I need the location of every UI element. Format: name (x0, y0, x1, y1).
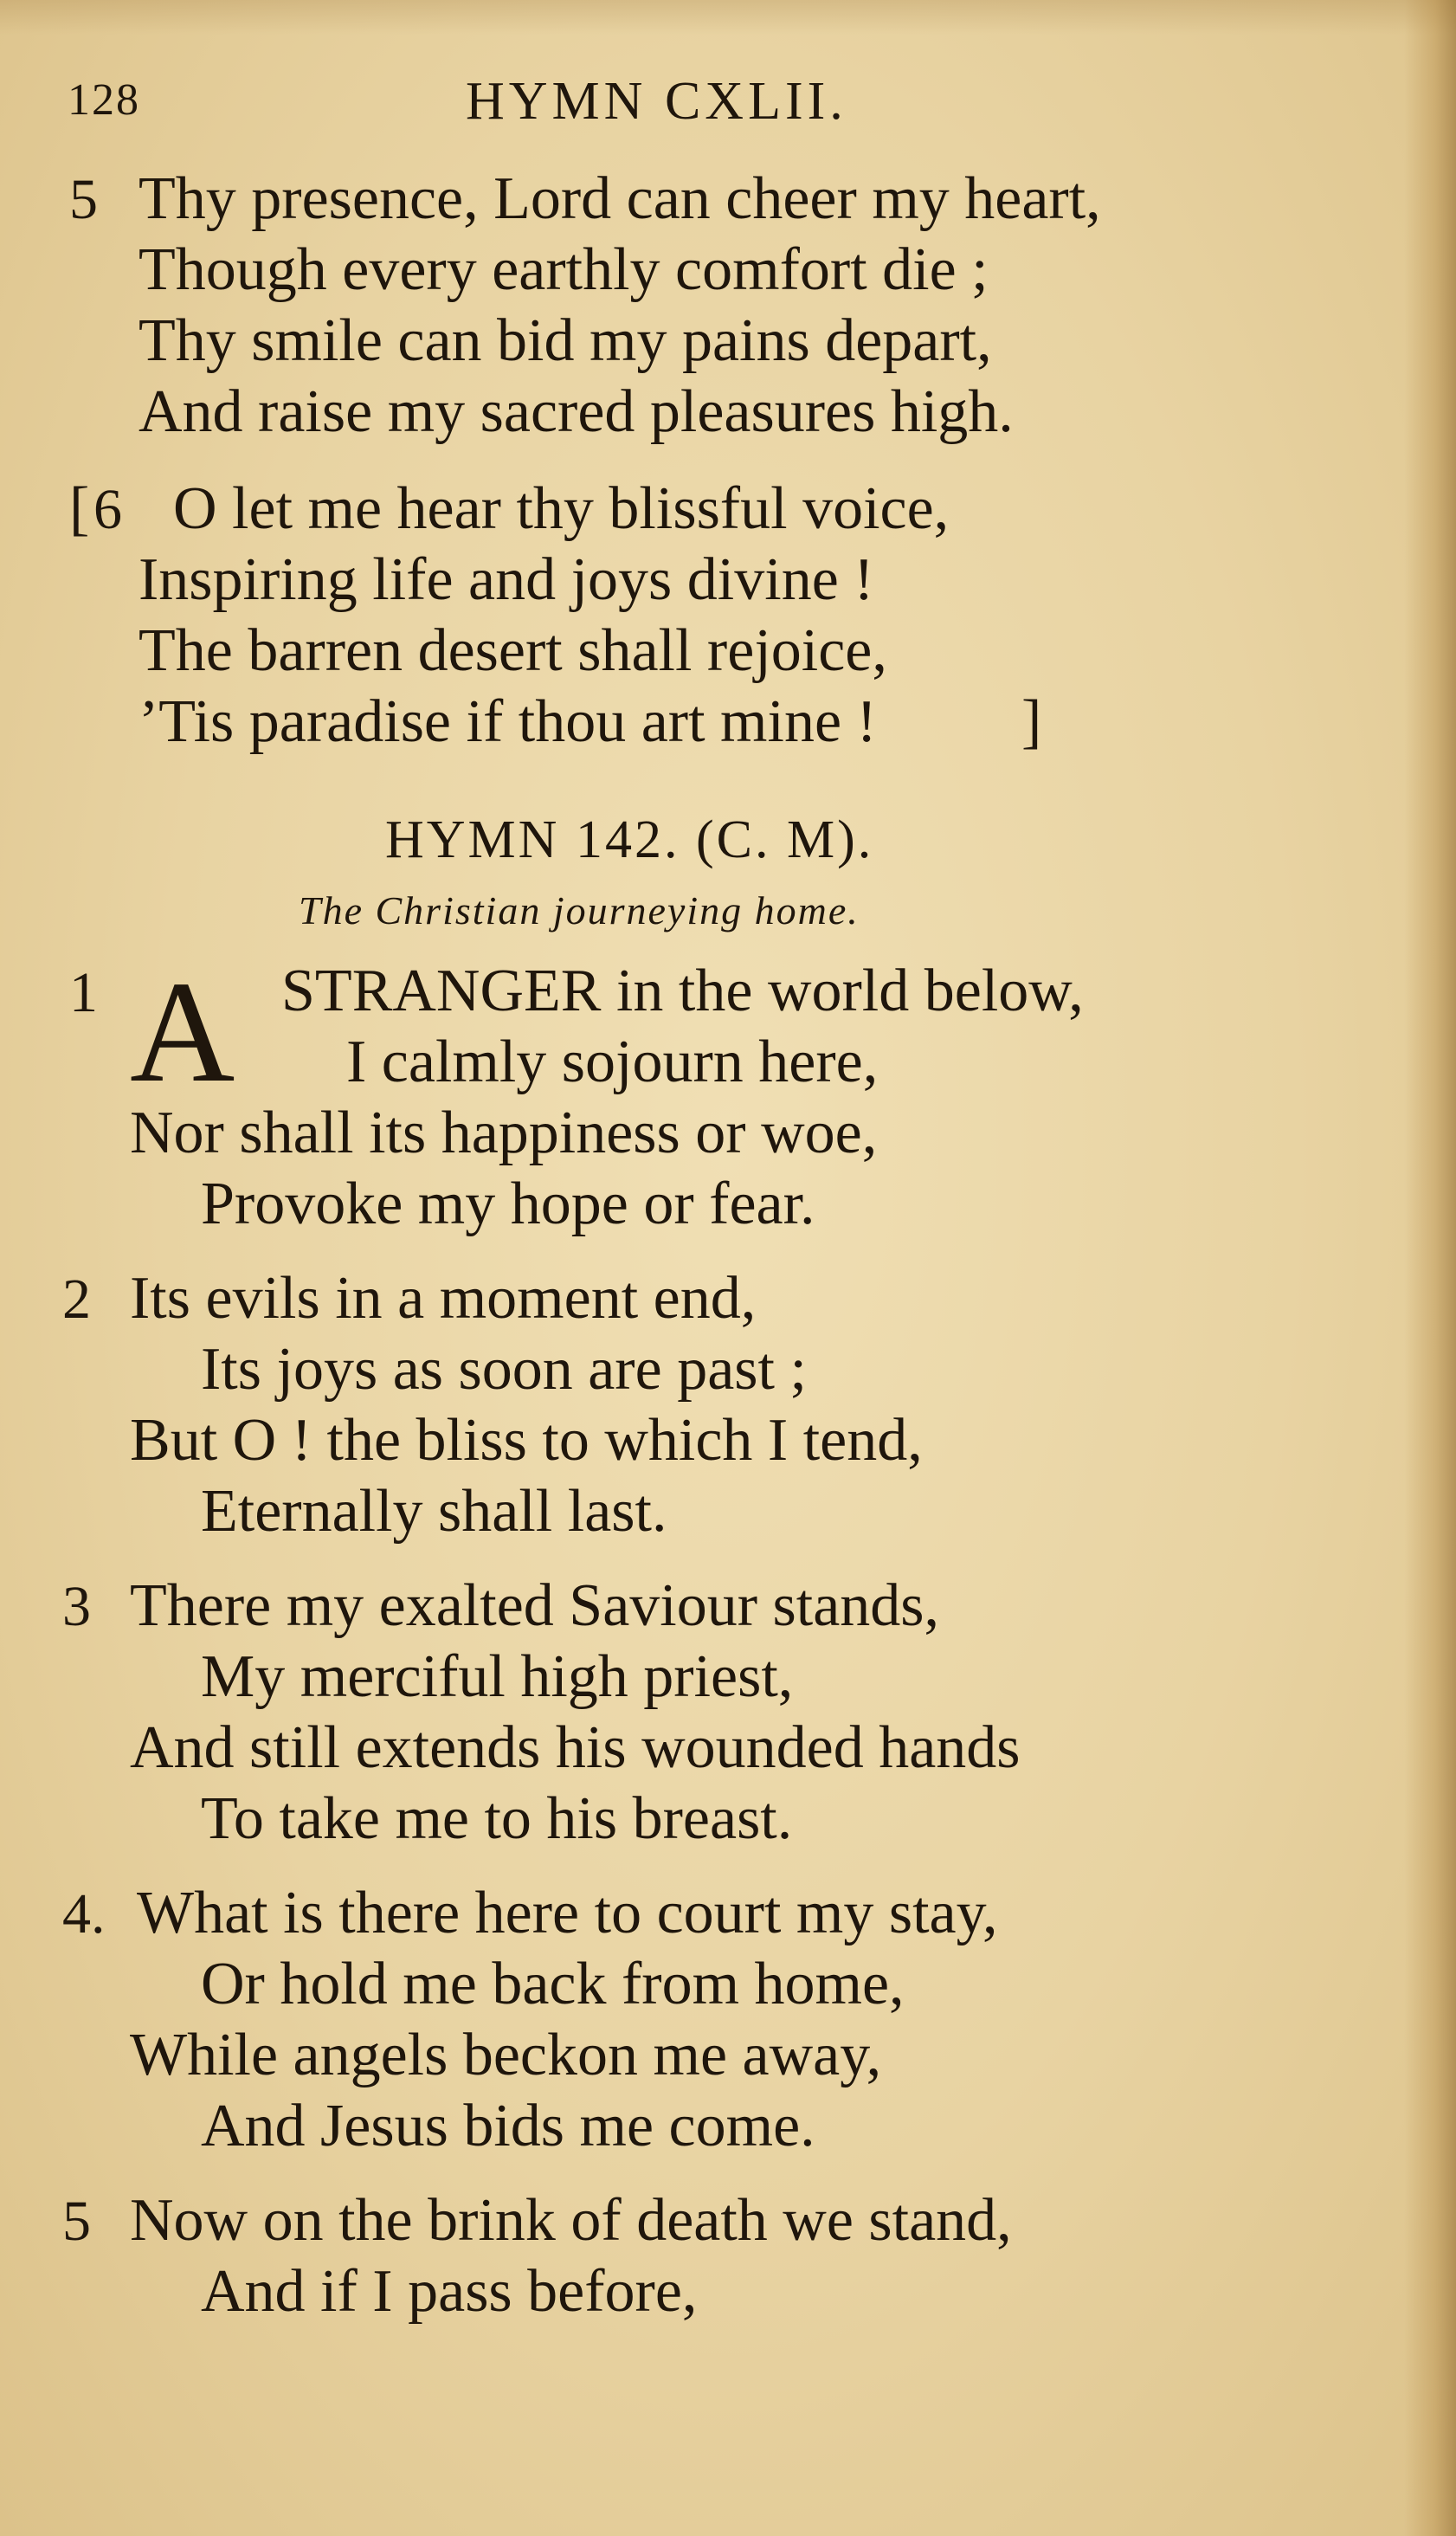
page-shadow-top (0, 0, 1456, 35)
verse-line: While angels beckon me away, (130, 2022, 882, 2088)
verse-line: I calmly sojourn here, (346, 1029, 879, 1095)
verse-line: O let me hear thy blissful voice, (173, 475, 950, 542)
verse-line: To take me to his breast. (201, 1785, 793, 1852)
verse-line: Thy presence, Lord can cheer my heart, (139, 165, 1101, 232)
verse-line: And Jesus bids me come. (201, 2093, 815, 2159)
drop-cap: A (130, 952, 235, 1113)
page-shadow-right (1404, 0, 1456, 2536)
stanza-number: 5 (69, 168, 98, 231)
verse-line: But O ! the bliss to which I tend, (130, 1407, 923, 1474)
page-header (68, 62, 933, 140)
verse-line: Though every earthly comfort die ; (139, 236, 989, 303)
stanza-number: 5 (62, 2190, 91, 2253)
verse-line: Nor shall its happiness or woe, (130, 1100, 878, 1166)
stanza-number: 4. (62, 1882, 106, 1946)
running-title: HYMN CXLII. (466, 72, 847, 131)
verse-line: What is there here to court my stay, (137, 1880, 998, 1946)
hymn-subtitle: The Christian journeying home. (299, 888, 860, 932)
page-number: 128 (68, 75, 140, 125)
open-bracket: [ (69, 475, 90, 542)
verse-line: Eternally shall last. (201, 1478, 667, 1545)
stanza-number: 1 (69, 961, 98, 1024)
verse-line: Provoke my hope or fear. (201, 1171, 815, 1237)
verse-line: And still extends his wounded hands (130, 1714, 1021, 1781)
stanza-number: 2 (62, 1268, 91, 1331)
verse-line: The barren desert shall rejoice, (139, 617, 887, 684)
verse-line: Or hold me back from home, (201, 1951, 905, 2017)
stanza-number: 3 (62, 1575, 91, 1638)
verse-line: Now on the brink of death we stand, (130, 2187, 1012, 2254)
verse-line: And if I pass before, (201, 2258, 698, 2325)
verse-line: And raise my sacred pleasures high. (139, 378, 1014, 445)
verse-line: Its evils in a moment end, (130, 1265, 757, 1332)
verse-line: There my exalted Saviour stands, (130, 1572, 940, 1639)
verse-line: STRANGER in the world below, (281, 958, 1084, 1024)
hymn-heading: HYMN 142. (C. M). (385, 810, 874, 869)
close-bracket: ] (1021, 688, 1042, 755)
verse-line: Its joys as soon are past ; (201, 1336, 807, 1403)
stanza-number: 6 (93, 478, 122, 541)
verse-line: My merciful high priest, (201, 1643, 794, 1710)
verse-line: Thy smile can bid my pains depart, (139, 307, 992, 374)
verse-line: Inspiring life and joys divine ! (139, 546, 874, 613)
verse-line: ’Tis paradise if thou art mine ! (139, 688, 877, 755)
